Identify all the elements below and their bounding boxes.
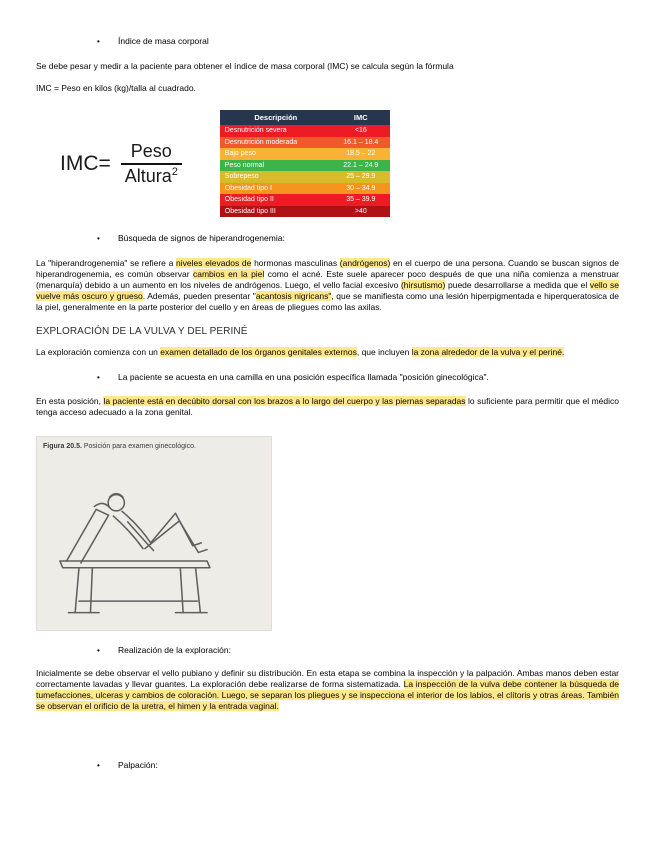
text-run: En esta posición,	[36, 396, 104, 406]
bmi-row-value: 30 – 34.9	[346, 184, 376, 192]
bmi-table-header-row	[220, 110, 390, 125]
formula-numerator: Peso	[121, 141, 182, 165]
text-run: puede desarrollarse a medida que el	[445, 280, 590, 290]
highlighted-text: la paciente está en decúbito dorsal con los brazos a lo largo del cuerpo y las piernas separadas	[103, 396, 466, 406]
formula-denominator	[125, 165, 178, 187]
bullet-item-exam-performance	[36, 645, 619, 656]
figure-caption-text: Posición para examen ginecológico.	[81, 443, 196, 450]
text-run: Inicialmente se debe observar el vello pubiano y definir su distribución. En esta etapa se combina la inspección y la palpación. Ambas manos deben estar correctamente lavadas y llevar guantes. La exploración debe realizarse de forma sistematizada.	[36, 668, 619, 689]
paragraph-exam-performance	[36, 668, 619, 712]
bmi-figure	[60, 110, 619, 217]
bmi-row-value: <16	[354, 127, 367, 135]
bmi-row-label: Obesidad tipo II	[224, 196, 274, 204]
bullet-text-hyperandrogenemia: Búsqueda de signos de hiperandrogenemia:	[118, 233, 285, 243]
bmi-table-row	[220, 183, 390, 195]
bmi-row-value: 25 – 29.9	[346, 173, 376, 181]
bullet-item-position	[36, 372, 619, 383]
highlighted-text: (andrógenos)	[339, 258, 391, 268]
bullet-item-palpation	[36, 760, 619, 771]
bmi-table-row	[220, 137, 390, 149]
highlighted-text: cambios en la piel	[192, 269, 265, 279]
highlighted-text: niveles elevados de	[176, 258, 252, 268]
highlighted-text: vello se vuelve más oscuro y grueso	[36, 280, 619, 301]
bullet-icon: •	[97, 373, 100, 382]
bmi-row-label: Desnutrición moderada	[224, 138, 298, 146]
bmi-table-body	[220, 125, 390, 217]
formula-label: IMC=	[60, 151, 111, 175]
bullet-icon: •	[97, 37, 100, 46]
bmi-table-row	[220, 171, 390, 183]
highlighted-text: acantosis nigricans"	[255, 291, 332, 301]
bmi-row-value: 16.1 – 18.4	[343, 138, 379, 146]
paragraph-intro: Se debe pesar y medir a la paciente para obtener el índice de masa corporal (IMC) se calcula según la fórmula	[36, 61, 454, 71]
figure-caption	[43, 442, 265, 452]
text-run: , que se manifiesta como una lesión hiperpigmentada e hiperqueratosica de la piel, generalmente en la parte posterior del cuello y en áreas de pliegues como las axilas.	[36, 291, 619, 312]
bmi-row-label: Obesidad tipo I	[224, 184, 272, 192]
highlighted-text: La inspección de la vulva debe contener la búsqueda de tumefacciones, ulceras y cambios de coloración. Luego, se separan los pliegues y se inspecciona el interior de los labios, el clítoris y otras áreas. También se observan el orificio de la uretra, el himen y la entrada vaginal.	[36, 679, 619, 711]
highlighted-text: la zona alrededor de la vulva y el periné.	[411, 347, 565, 357]
paragraph-formula: IMC = Peso en kilos (kg)/talla al cuadrado.	[36, 83, 196, 93]
bmi-row-label: Bajo peso	[224, 150, 256, 158]
paragraph-hyperandrogenemia	[36, 258, 619, 313]
figure-caption-label: Figura 20.5.	[43, 443, 82, 450]
text-run: lo suficiente para permitir que el médico tenga acceso adecuado a la zona genital.	[36, 396, 619, 417]
gynecological-position-illustration	[45, 454, 263, 626]
bullet-item-hyperandrogenemia	[36, 233, 619, 244]
bmi-row-value: 18.5 – 22	[346, 150, 376, 158]
bmi-table-header-imc: IMC	[353, 113, 368, 122]
text-run: La exploración comienza con un	[36, 347, 161, 357]
bmi-formula	[60, 141, 182, 187]
figure-20-5	[36, 436, 272, 631]
text-run: en el cuerpo de una persona. Cuando se buscan signos de hiperandrogenemia, es común observar	[36, 258, 619, 279]
text-run: . Además, pueden presentar "	[142, 291, 256, 301]
bmi-row-label: Sobrepeso	[224, 173, 259, 181]
bmi-table-row	[220, 148, 390, 160]
bullet-text-position: La paciente se acuesta en una camilla en una posición específica llamada "posición ginecológica".	[118, 372, 489, 382]
bmi-table-row	[220, 206, 390, 218]
formula-fraction	[121, 141, 182, 187]
formula-exponent: 2	[171, 165, 178, 178]
section-heading-vulva: EXPLORACIÓN DE LA VULVA Y DEL PERINÉ	[36, 326, 248, 337]
bullet-item-bmi	[36, 36, 619, 47]
paragraph-position	[36, 396, 619, 418]
text-run: , que incluyen	[356, 347, 412, 357]
bullet-text-bmi: Índice de masa corporal	[118, 36, 209, 46]
bullet-icon: •	[97, 646, 100, 655]
text-run: como el acné. Este suele aparecer poco después de que una niña comienza a menstruar (menarquía) debido a un aumento en los niveles de andrógenos. Luego, el vello facial excesivo	[36, 269, 619, 290]
formula-denominator-text: Altura	[124, 165, 172, 186]
bmi-row-label: Desnutrición severa	[224, 127, 287, 135]
highlighted-text: (hirsutismo)	[400, 280, 446, 290]
bmi-table-row	[220, 194, 390, 206]
bmi-table-row	[220, 160, 390, 172]
highlighted-text: examen detallado de los órganos genitales externos	[160, 347, 357, 357]
bmi-row-label: Obesidad tipo III	[224, 207, 276, 215]
bmi-row-label: Peso normal	[224, 161, 265, 169]
bullet-text-exam-performance: Realización de la exploración:	[118, 645, 231, 655]
bullet-text-palpation: Palpación:	[118, 760, 158, 770]
bmi-table	[220, 110, 390, 217]
bmi-row-value: 22.1 – 24.9	[343, 161, 379, 169]
text-run: hormonas masculinas	[251, 258, 340, 268]
bmi-table-header-desc: Descripción	[254, 113, 298, 122]
bmi-table-row	[220, 125, 390, 137]
text-run: La "hiperandrogenemia" se refiere a	[36, 258, 177, 268]
bmi-row-value: 35 – 39.9	[346, 196, 376, 204]
bmi-row-value: >40	[354, 207, 367, 215]
bullet-icon: •	[97, 234, 100, 243]
paragraph-vulva-exploration	[36, 347, 619, 358]
bullet-icon: •	[97, 761, 100, 770]
